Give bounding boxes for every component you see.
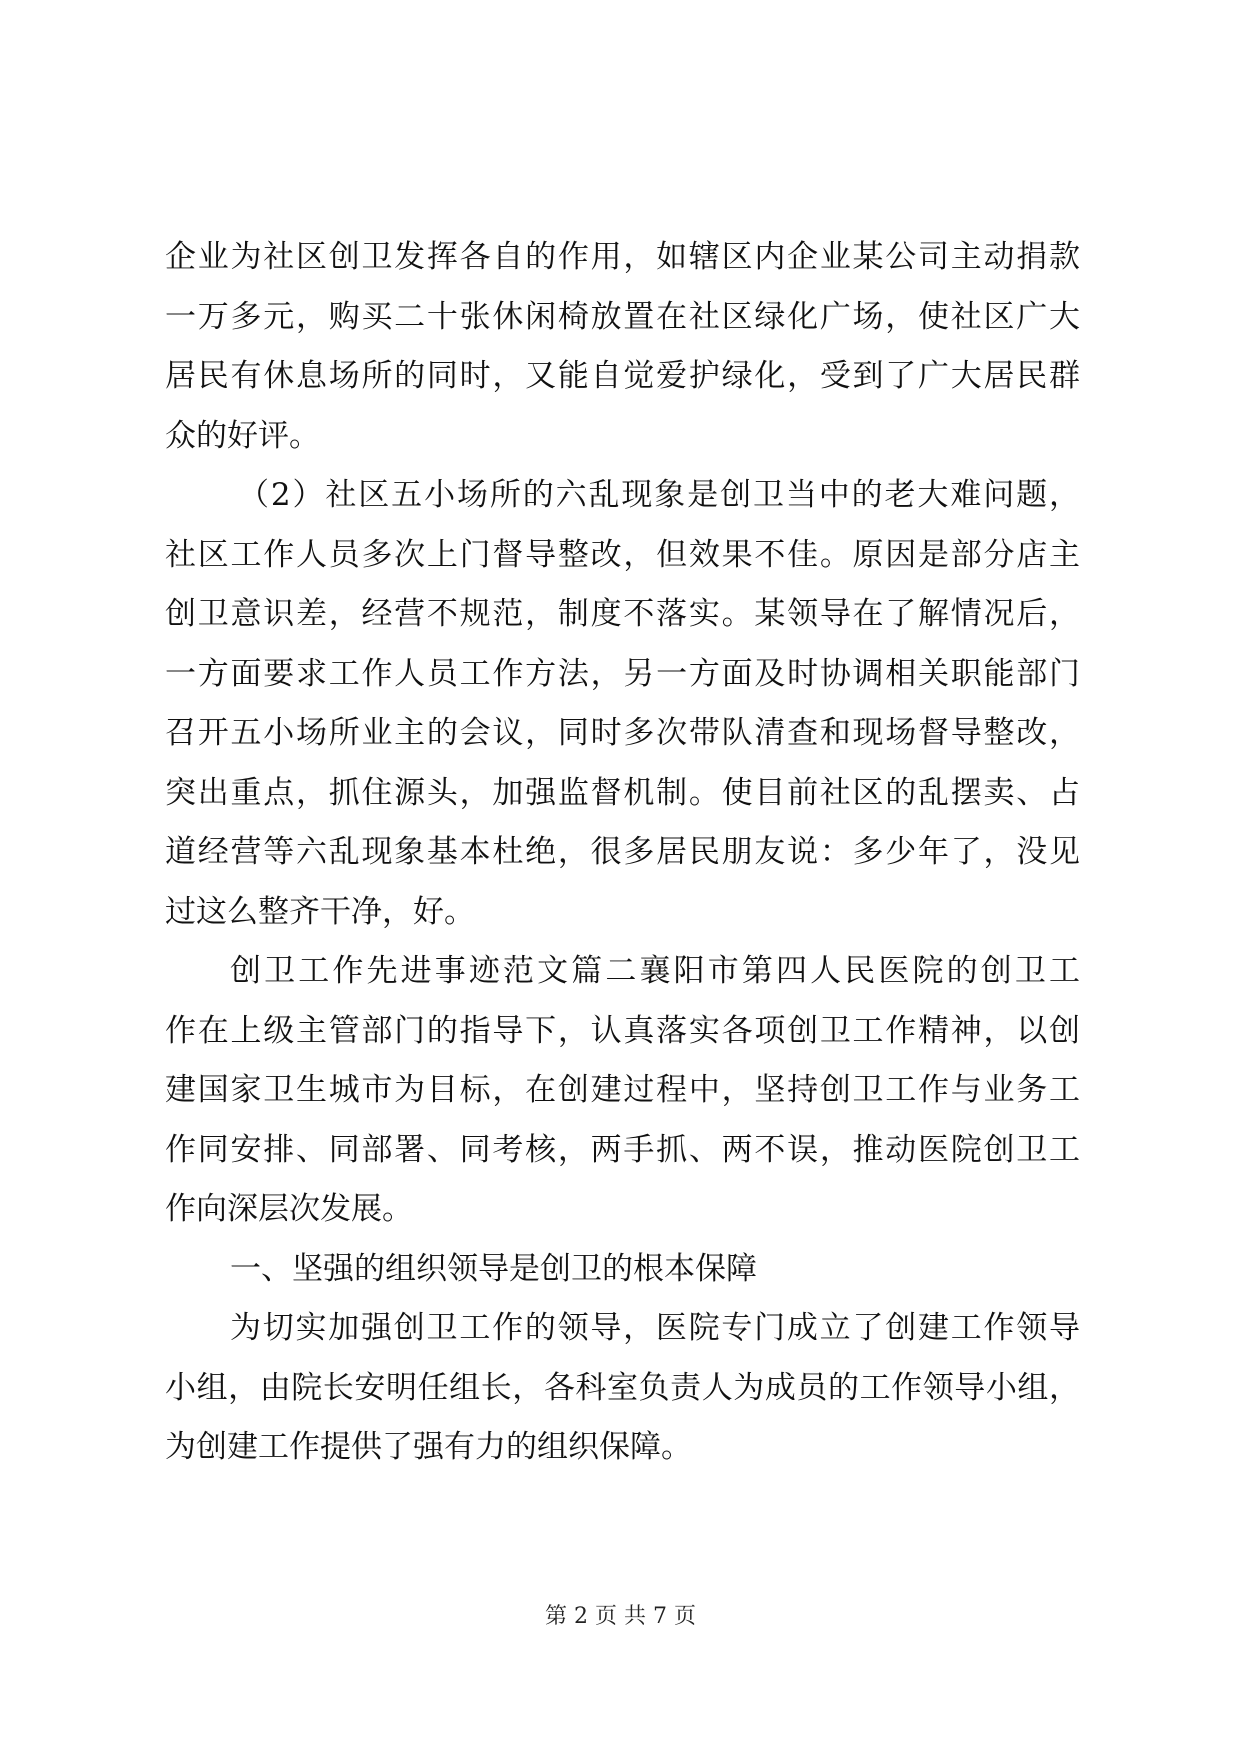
text-line: 创卫意识差，经营不规范，制度不落实。某领导在了解情况后， [165, 596, 1080, 632]
text-line: 社区工作人员多次上门督导整改，但效果不佳。原因是部分店主 [165, 536, 1080, 573]
text-line: 作在上级主管部门的指导下，认真落实各项创卫工作精神，以创 [165, 1012, 1080, 1049]
document-body [165, 228, 1080, 1478]
text-line: 为切实加强创卫工作的领导，医院专门成立了创建工作领导 [230, 1310, 1080, 1346]
text-line: 为创建工作提供了强有力的组织保障。 [165, 1429, 692, 1465]
text-line: 过这么整齐干净，好。 [165, 893, 475, 930]
text-line: 突出重点，抓住源头，加强监督机制。使目前社区的乱摆卖、占 [165, 774, 1080, 811]
text-line: 建国家卫生城市为目标，在创建过程中，坚持创卫工作与业务工 [165, 1072, 1080, 1108]
text-line: 一方面要求工作人员工作方法，另一方面及时协调相关职能部门 [165, 655, 1080, 692]
text-line: 一万多元，购买二十张休闲椅放置在社区绿化广场，使社区广大 [165, 298, 1080, 335]
text-line: 创卫工作先进事迹范文篇二襄阳市第四人民医院的创卫工 [230, 953, 1080, 989]
paragraph-1 [165, 228, 1080, 466]
text-line: 召开五小场所业主的会议，同时多次带队清查和现场督导整改， [165, 715, 1080, 751]
paragraph-2 [165, 466, 1080, 942]
section-heading [165, 1240, 1080, 1300]
heading-line: 一、坚强的组织领导是创卫的根本保障 [230, 1250, 757, 1287]
text-line: 众的好评。 [165, 417, 320, 454]
page-number-footer: 第 2 页 共 7 页 [545, 1604, 696, 1629]
text-line: 作同安排、同部署、同考核，两手抓、两不误，推动医院创卫工 [165, 1131, 1080, 1168]
text-line: 作向深层次发展。 [165, 1191, 413, 1227]
text-line: （2）社区五小场所的六乱现象是创卫当中的老大难问题， [238, 477, 1080, 513]
paragraph-3 [165, 942, 1080, 1240]
paragraph-4 [165, 1299, 1080, 1478]
text-line: 小组，由院长安明任组长，各科室负责人为成员的工作领导小组， [165, 1369, 1080, 1406]
text-line: 企业为社区创卫发挥各自的作用，如辖区内企业某公司主动捐款 [165, 239, 1080, 275]
text-line: 道经营等六乱现象基本杜绝，很多居民朋友说：多少年了，没见 [165, 834, 1080, 870]
text-line: 居民有休息场所的同时，又能自觉爱护绿化，受到了广大居民群 [165, 358, 1080, 394]
